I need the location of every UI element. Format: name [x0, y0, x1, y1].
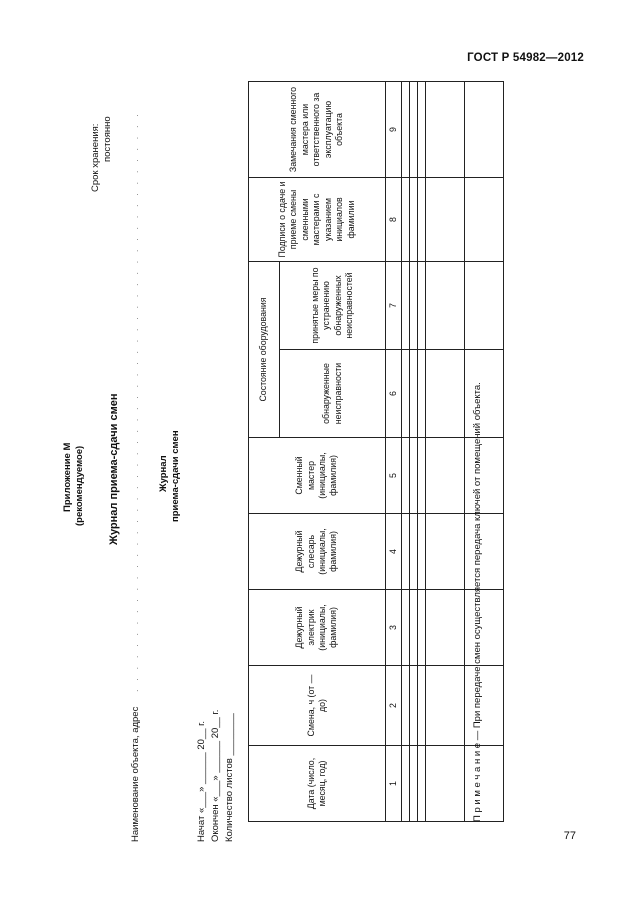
- col-faults-header: обнаруженные неисправности: [280, 350, 386, 438]
- col-foreman-header: Сменный мастер (инициалы, фамилия): [249, 438, 386, 514]
- col-number: 5: [386, 438, 402, 514]
- document-title: Журнал приема-сдачи смен: [108, 393, 120, 545]
- page-number: 77: [563, 830, 576, 842]
- appendix-title: Приложение М: [62, 442, 73, 512]
- table-row: [402, 82, 410, 822]
- ended-field: Окончен «___» ______ 20__ г.: [210, 709, 221, 842]
- storage-label: Срок хранения:: [90, 123, 101, 192]
- journal-title: Журнал: [158, 455, 169, 492]
- sheets-field: Количество листов ________: [224, 713, 235, 842]
- table-header-row: [249, 82, 280, 822]
- col-number: 7: [386, 262, 402, 350]
- col-number: 1: [386, 746, 402, 822]
- col-number: 4: [386, 514, 402, 590]
- rotated-content: [62, 82, 500, 842]
- col-fitter-header: Дежурный слесарь (инициалы, фамилия): [249, 514, 386, 590]
- col-number: 8: [386, 178, 402, 262]
- journal-subtitle: приема-сдачи смен: [170, 430, 181, 522]
- facility-label: Наименование объекта, адрес: [130, 706, 141, 842]
- col-electrician-header: Дежурный электрик (инициалы, фамилия): [249, 590, 386, 666]
- col-number: 3: [386, 590, 402, 666]
- table-row: [426, 82, 465, 822]
- storage-value: постоянно: [102, 116, 113, 162]
- col-signatures-header: Подписи о сдаче и приеме смены сменными мастерами с указанием инициалов фамилии: [249, 178, 386, 262]
- appendix-subtitle: (рекомендуемое): [74, 445, 85, 526]
- table-row: [410, 82, 418, 822]
- table-row: [465, 82, 504, 822]
- col-date-header: Дата (число, месяц, год): [249, 746, 386, 822]
- col-measures-header: принятые меры по устранению обнаруженных неисправностей: [280, 262, 386, 350]
- col-remarks-header: Замечания сменного мастера или ответственного за эксплуатацию объекта: [249, 82, 386, 178]
- col-number: 2: [386, 666, 402, 746]
- table-row: [418, 82, 426, 822]
- journal-table: [248, 81, 504, 822]
- started-field: Начат «___» ______ 20__ г.: [196, 720, 207, 842]
- standard-header: ГОСТ Р 54982—2012: [467, 52, 584, 64]
- facility-fill-line: . . . . . . . . . . . . . . . . . . . . . . . . . . . . . . . . . . . . . . . . . . . . . . . . . . . .: [130, 111, 141, 692]
- table-number-row: [386, 82, 402, 822]
- col-number: 9: [386, 82, 402, 178]
- col-number: 6: [386, 350, 402, 438]
- table-note: П р и м е ч а н и е — При передаче смен осуществляется передача ключей от помещений объекта.: [472, 382, 483, 822]
- col-equipment-group-header: Состояние оборудования: [249, 262, 280, 438]
- col-shift-header: Смена, ч (от — до): [249, 666, 386, 746]
